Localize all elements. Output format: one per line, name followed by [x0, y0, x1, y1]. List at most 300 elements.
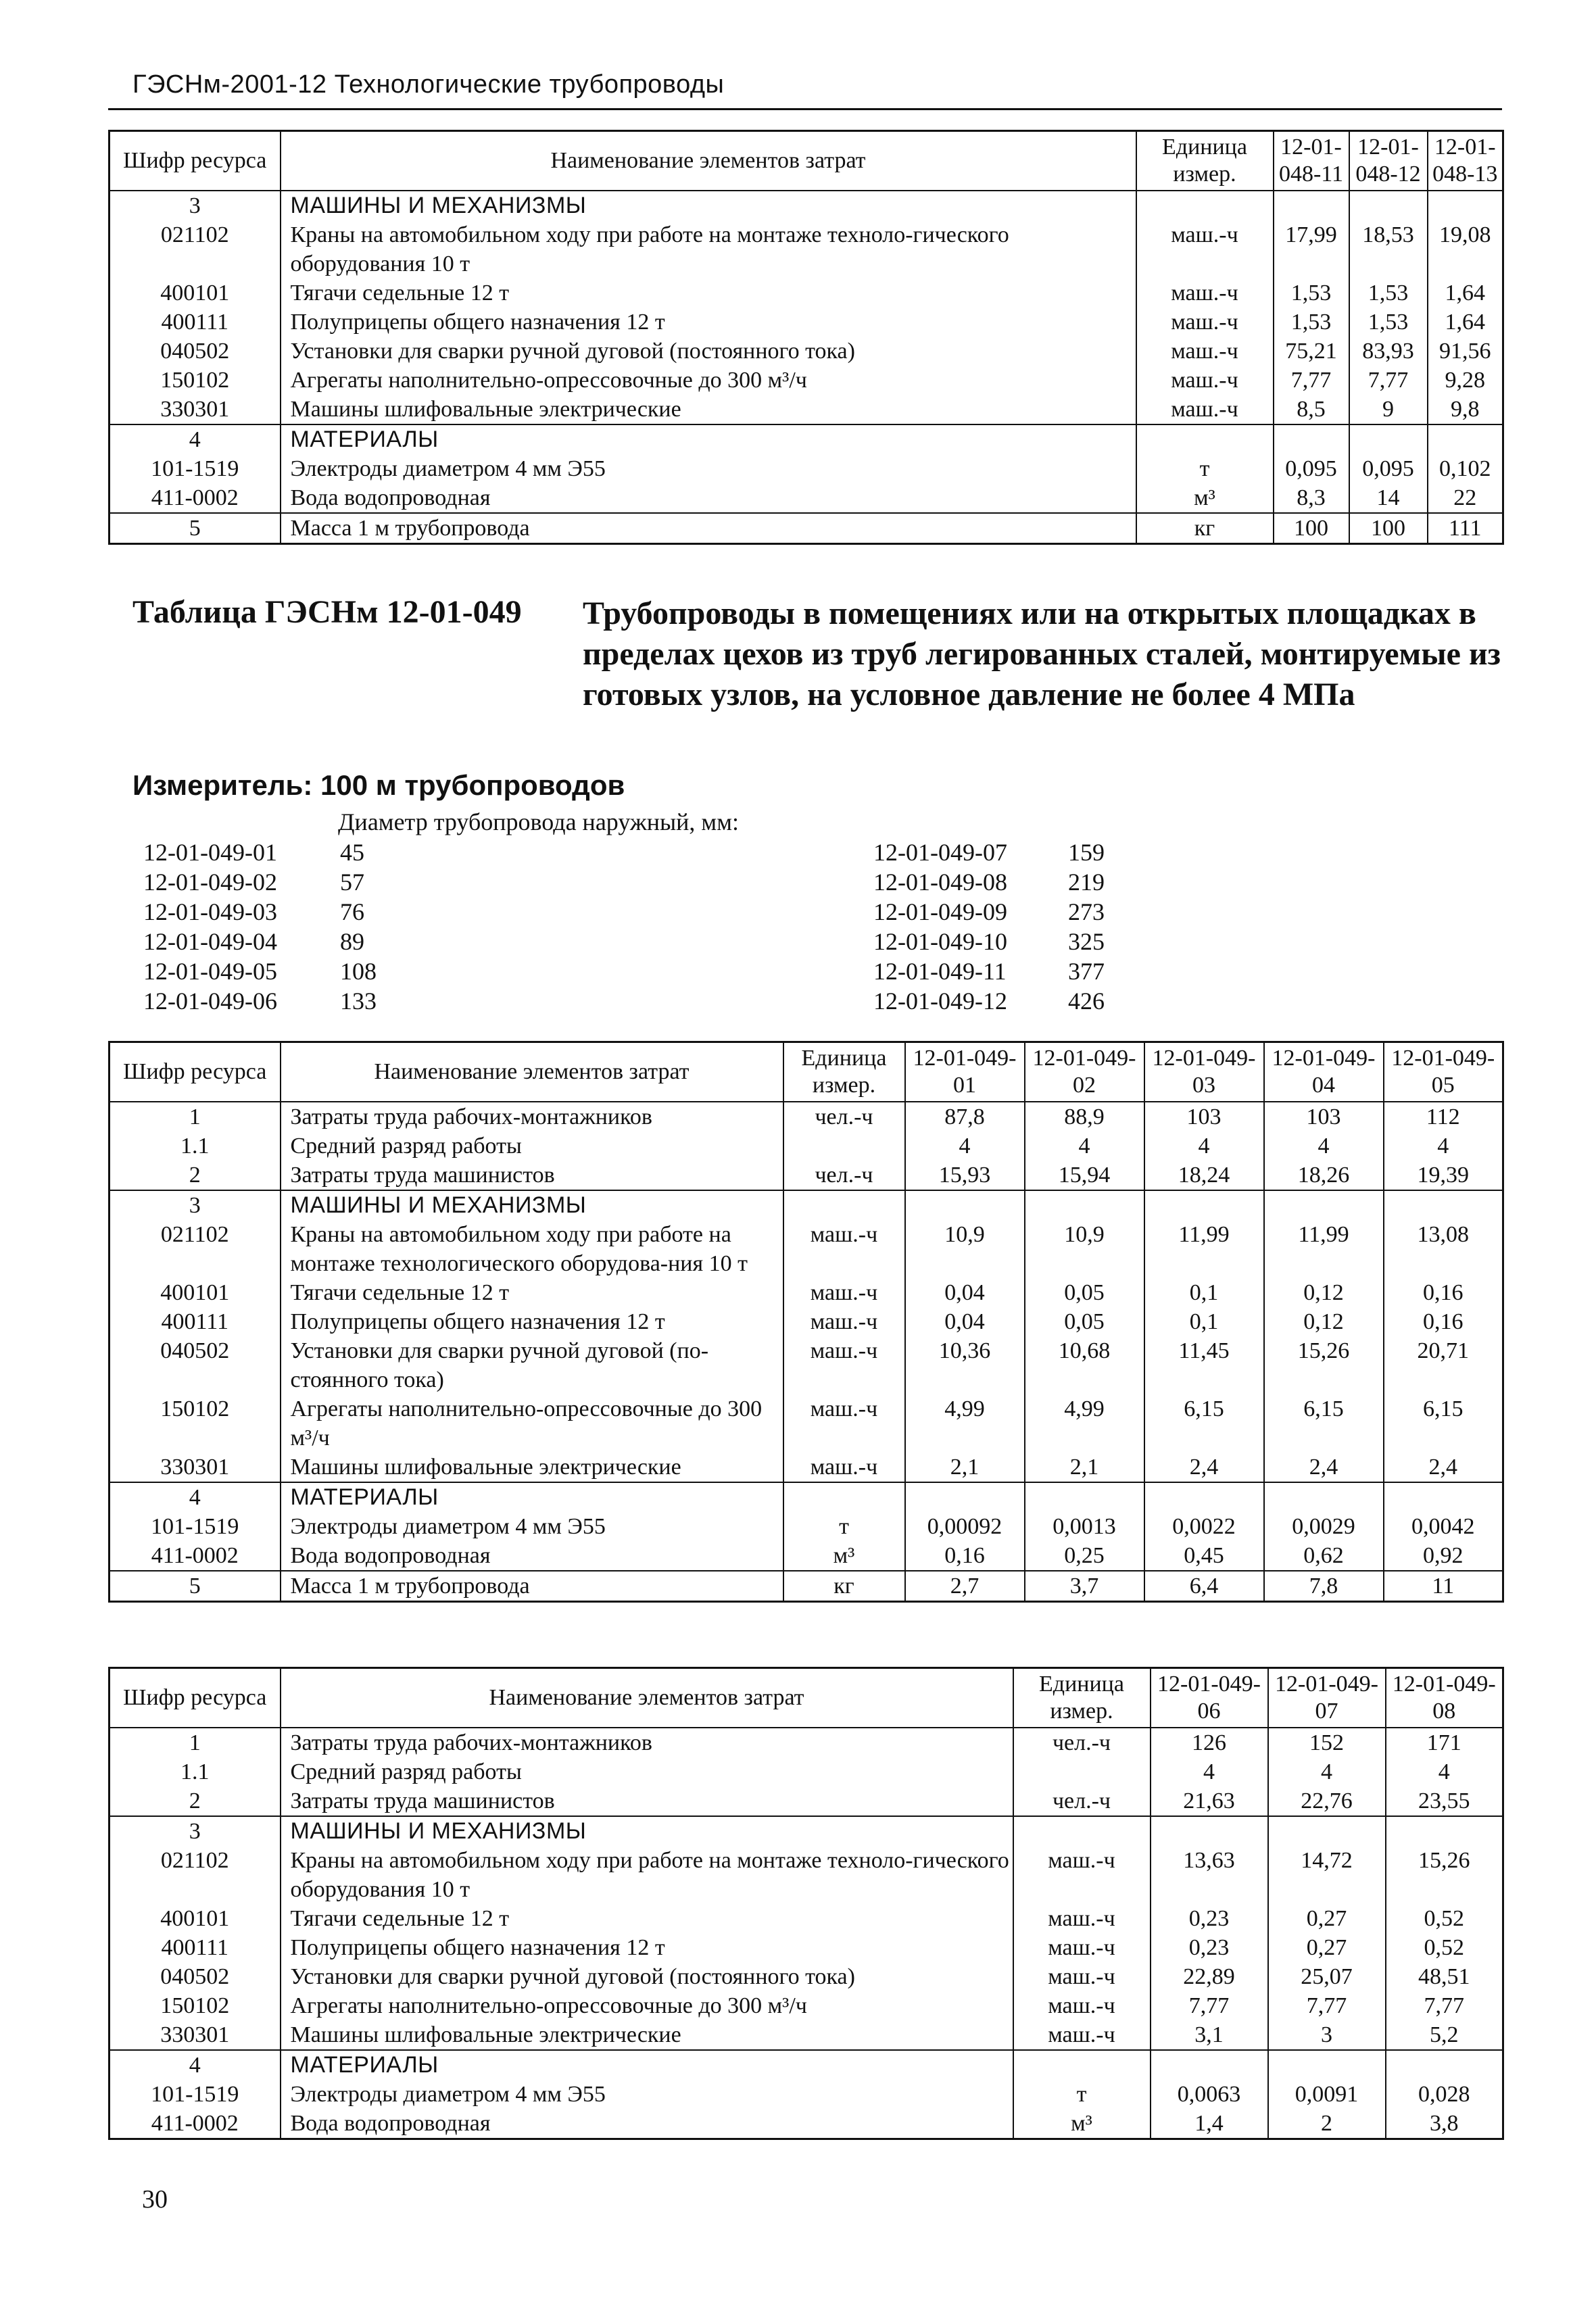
table-row	[110, 2109, 1503, 2139]
diameter-value: 377	[1068, 958, 1105, 985]
resource-code-cell: 400101	[110, 1278, 281, 1307]
resource-code-cell: 330301	[110, 395, 281, 424]
cost-element-name-cell: Полуприцепы общего назначения 12 т	[281, 1933, 1013, 1962]
header-cell: 12-01-049-08	[1386, 1668, 1503, 1728]
value-cell	[905, 1190, 1025, 1220]
unit-cell: чел.-ч	[783, 1161, 905, 1190]
unit-cell: маш.-ч	[1013, 1904, 1151, 1933]
value-cell: 0,12	[1264, 1278, 1384, 1307]
diameter-value: 89	[340, 928, 364, 955]
resource-code-cell: 3	[110, 1816, 281, 1846]
unit-cell	[1013, 2050, 1151, 2080]
unit-cell: маш.-ч	[1013, 2020, 1151, 2050]
value-cell: 11	[1384, 1571, 1503, 1602]
cost-element-name-cell: Машины шлифовальные электрические	[281, 2020, 1013, 2050]
table-row	[110, 1307, 1503, 1336]
value-cell: 6,4	[1144, 1571, 1264, 1602]
unit-cell: м³	[1013, 2109, 1151, 2139]
table-row	[110, 1131, 1503, 1161]
value-cell: 25,07	[1268, 1962, 1386, 1991]
norm-code: 12-01-049-01	[143, 839, 277, 866]
header-cell: 12-01-049-02	[1025, 1042, 1144, 1102]
resource-table-049-part1	[108, 1041, 1504, 1603]
unit-cell: маш.-ч	[1136, 308, 1274, 337]
unit-cell	[1136, 191, 1274, 220]
unit-cell: т	[1136, 454, 1274, 483]
unit-cell: чел.-ч	[1013, 1728, 1151, 1757]
table-row	[110, 1846, 1503, 1904]
value-cell: 75,21	[1274, 337, 1349, 366]
unit-cell: м³	[783, 1541, 905, 1571]
value-cell: 4	[1384, 1131, 1503, 1161]
value-cell: 4	[1144, 1131, 1264, 1161]
value-cell: 0,1	[1144, 1307, 1264, 1336]
table-row	[110, 278, 1503, 308]
unit-cell: маш.-ч	[1136, 278, 1274, 308]
header-cell: 12-01-049-06	[1151, 1668, 1268, 1728]
value-cell: 3	[1268, 2020, 1386, 2050]
value-cell: 9,8	[1428, 395, 1503, 424]
resource-code-cell: 1	[110, 1102, 281, 1131]
cost-element-name-cell: Средний разряд работы	[281, 1131, 783, 1161]
value-cell: 100	[1349, 513, 1428, 544]
resource-code-cell: 150102	[110, 1991, 281, 2020]
cost-element-name-cell: Электроды диаметром 4 мм Э55	[281, 454, 1136, 483]
value-cell: 2	[1268, 2109, 1386, 2139]
value-cell: 0,16	[905, 1541, 1025, 1571]
cost-element-name-cell: Масса 1 м трубопровода	[281, 513, 1136, 544]
value-cell: 3,7	[1025, 1571, 1144, 1602]
header-cell: 12-01-049-04	[1264, 1042, 1384, 1102]
value-cell	[1151, 1816, 1268, 1846]
cost-element-name-cell: Машины шлифовальные электрические	[281, 1453, 783, 1482]
value-cell: 7,77	[1268, 1991, 1386, 2020]
value-cell: 6,15	[1144, 1394, 1264, 1453]
norm-code: 12-01-049-04	[143, 928, 277, 955]
running-title: ГЭСНм-2001-12 Технологические трубопроводы	[132, 70, 725, 99]
value-cell: 4	[1151, 1757, 1268, 1786]
value-cell	[1384, 1482, 1503, 1512]
value-cell: 1,53	[1349, 308, 1428, 337]
unit-cell: кг	[1136, 513, 1274, 544]
resource-code-cell: 021102	[110, 220, 281, 278]
table-row	[110, 1336, 1503, 1394]
value-cell: 15,93	[905, 1161, 1025, 1190]
cost-element-name-cell: Агрегаты наполнительно-опрессовочные до 300 м³/ч	[281, 1991, 1013, 2020]
value-cell	[1025, 1190, 1144, 1220]
value-cell: 0,0063	[1151, 2080, 1268, 2109]
resource-code-cell: 4	[110, 424, 281, 454]
resource-code-cell: 150102	[110, 1394, 281, 1453]
value-cell: 83,93	[1349, 337, 1428, 366]
value-cell: 0,0091	[1268, 2080, 1386, 2109]
cost-element-name-cell: МАТЕРИАЛЫ	[281, 424, 1136, 454]
cost-element-name-cell: МАШИНЫ И МЕХАНИЗМЫ	[281, 1190, 783, 1220]
value-cell: 2,4	[1144, 1453, 1264, 1482]
value-cell: 23,55	[1386, 1786, 1503, 1816]
table-row	[110, 1102, 1503, 1131]
cost-element-name-cell: Тягачи седельные 12 т	[281, 1278, 783, 1307]
unit-cell	[1013, 1757, 1151, 1786]
value-cell: 8,5	[1274, 395, 1349, 424]
value-cell	[1264, 1190, 1384, 1220]
table-row	[110, 2020, 1503, 2050]
table-row	[110, 366, 1503, 395]
header-cell: 12-01-049-03	[1144, 1042, 1264, 1102]
norm-code: 12-01-049-05	[143, 958, 277, 985]
value-cell: 0,0022	[1144, 1512, 1264, 1541]
table-row	[110, 513, 1503, 544]
resource-code-cell: 101-1519	[110, 454, 281, 483]
value-cell: 22,76	[1268, 1786, 1386, 1816]
value-cell: 0,05	[1025, 1307, 1144, 1336]
value-cell: 21,63	[1151, 1786, 1268, 1816]
resource-code-cell: 411-0002	[110, 1541, 281, 1571]
header-cell: Шифр ресурса	[110, 1042, 281, 1102]
value-cell: 7,77	[1274, 366, 1349, 395]
value-cell: 112	[1384, 1102, 1503, 1131]
value-cell: 4	[905, 1131, 1025, 1161]
unit-cell	[783, 1190, 905, 1220]
norm-code: 12-01-049-02	[143, 869, 277, 896]
table-description: Трубопроводы в помещениях или на открытых площадках в пределах цехов из труб легированных сталей, монтируемые из готовых узлов, на условное давление не более 4 МПа	[583, 595, 1501, 712]
header-cell: 12-01-049-01	[905, 1042, 1025, 1102]
value-cell: 2,4	[1384, 1453, 1503, 1482]
value-cell: 48,51	[1386, 1962, 1503, 1991]
value-cell	[1144, 1482, 1264, 1512]
resource-code-cell: 411-0002	[110, 2109, 281, 2139]
section-row	[110, 2050, 1503, 2080]
unit-cell: маш.-ч	[1013, 1991, 1151, 2020]
table-row	[110, 1220, 1503, 1278]
value-cell: 13,63	[1151, 1846, 1268, 1904]
resource-code-cell: 3	[110, 191, 281, 220]
cost-element-name-cell: Вода водопроводная	[281, 2109, 1013, 2139]
value-cell: 3,8	[1386, 2109, 1503, 2139]
value-cell	[1268, 2050, 1386, 2080]
value-cell: 0,92	[1384, 1541, 1503, 1571]
value-cell	[1268, 1816, 1386, 1846]
value-cell: 11,45	[1144, 1336, 1264, 1394]
value-cell	[1386, 1816, 1503, 1846]
value-cell: 5,2	[1386, 2020, 1503, 2050]
value-cell: 17,99	[1274, 220, 1349, 278]
resource-code-cell: 4	[110, 2050, 281, 2080]
value-cell: 4	[1025, 1131, 1144, 1161]
table-row	[110, 454, 1503, 483]
value-cell: 10,9	[1025, 1220, 1144, 1278]
table-row	[110, 1786, 1503, 1816]
value-cell: 13,08	[1384, 1220, 1503, 1278]
unit-cell: т	[1013, 2080, 1151, 2109]
table-row	[110, 1991, 1503, 2020]
cost-element-name-cell: МАТЕРИАЛЫ	[281, 2050, 1013, 2080]
value-cell: 171	[1386, 1728, 1503, 1757]
norm-code: 12-01-049-03	[143, 898, 277, 925]
unit-cell: маш.-ч	[783, 1394, 905, 1453]
cost-element-name-cell: Агрегаты наполнительно-опрессовочные до 300 м³/ч	[281, 1394, 783, 1453]
resource-code-cell: 330301	[110, 1453, 281, 1482]
table-row	[110, 1394, 1503, 1453]
diameter-value: 219	[1068, 869, 1105, 896]
value-cell: 7,8	[1264, 1571, 1384, 1602]
unit-cell: маш.-ч	[783, 1453, 905, 1482]
value-cell: 0,04	[905, 1307, 1025, 1336]
table-row	[110, 483, 1503, 513]
header-cell: Единица измер.	[783, 1042, 905, 1102]
resource-code-cell: 040502	[110, 337, 281, 366]
section-row	[110, 1482, 1503, 1512]
value-cell	[1428, 424, 1503, 454]
unit-cell: маш.-ч	[1013, 1962, 1151, 1991]
table-row	[110, 1904, 1503, 1933]
value-cell: 0,102	[1428, 454, 1503, 483]
value-cell: 18,24	[1144, 1161, 1264, 1190]
unit-cell	[783, 1482, 905, 1512]
diameter-value: 76	[340, 898, 364, 925]
norm-code: 12-01-049-10	[873, 928, 1007, 955]
value-cell: 1,53	[1274, 308, 1349, 337]
cost-element-name-cell: Полуприцепы общего назначения 12 т	[281, 1307, 783, 1336]
section-row	[110, 1816, 1503, 1846]
cost-element-name-cell: Затраты труда рабочих-монтажников	[281, 1728, 1013, 1757]
cost-element-name-cell: Средний разряд работы	[281, 1757, 1013, 1786]
cost-element-name-cell: Электроды диаметром 4 мм Э55	[281, 1512, 783, 1541]
value-cell: 103	[1144, 1102, 1264, 1131]
diameter-value: 45	[340, 839, 364, 866]
value-cell	[1025, 1482, 1144, 1512]
diameter-value: 133	[340, 988, 377, 1015]
value-cell: 0,23	[1151, 1904, 1268, 1933]
header-cell: 12-01-049-05	[1384, 1042, 1503, 1102]
diameter-label: Диаметр трубопровода наружный, мм:	[338, 808, 739, 835]
cost-element-name-cell: Машины шлифовальные электрические	[281, 395, 1136, 424]
resource-table-049-part2	[108, 1667, 1504, 2140]
resource-code-cell: 021102	[110, 1846, 281, 1904]
value-cell: 15,94	[1025, 1161, 1144, 1190]
table-header-row	[110, 1042, 1503, 1102]
resource-code-cell: 400111	[110, 308, 281, 337]
table-row	[110, 1541, 1503, 1571]
header-cell: 12-01-048-12	[1349, 131, 1428, 191]
value-cell	[1144, 1190, 1264, 1220]
value-cell: 0,095	[1274, 454, 1349, 483]
resource-code-cell: 400101	[110, 1904, 281, 1933]
value-cell: 0,0013	[1025, 1512, 1144, 1541]
table-row	[110, 220, 1503, 278]
resource-code-cell: 1	[110, 1728, 281, 1757]
cost-element-name-cell: МАТЕРИАЛЫ	[281, 1482, 783, 1512]
unit-cell: маш.-ч	[1136, 220, 1274, 278]
value-cell: 0,16	[1384, 1278, 1503, 1307]
norm-code: 12-01-049-06	[143, 988, 277, 1015]
value-cell: 0,04	[905, 1278, 1025, 1307]
value-cell: 7,77	[1151, 1991, 1268, 2020]
table-row	[110, 337, 1503, 366]
value-cell: 0,27	[1268, 1904, 1386, 1933]
value-cell: 0,25	[1025, 1541, 1144, 1571]
value-cell: 4,99	[1025, 1394, 1144, 1453]
value-cell	[1386, 2050, 1503, 2080]
value-cell: 100	[1274, 513, 1349, 544]
value-cell: 9	[1349, 395, 1428, 424]
value-cell	[1151, 2050, 1268, 2080]
diameter-value: 159	[1068, 839, 1105, 866]
value-cell: 2,1	[1025, 1453, 1144, 1482]
value-cell: 15,26	[1386, 1846, 1503, 1904]
unit-cell: маш.-ч	[1136, 366, 1274, 395]
resource-code-cell: 5	[110, 513, 281, 544]
header-cell: Единица измер.	[1013, 1668, 1151, 1728]
value-cell: 19,08	[1428, 220, 1503, 278]
header-cell: 12-01-048-11	[1274, 131, 1349, 191]
header-rule	[108, 108, 1502, 110]
value-cell: 0,23	[1151, 1933, 1268, 1962]
value-cell: 1,53	[1349, 278, 1428, 308]
diameter-value: 325	[1068, 928, 1105, 955]
resource-code-cell: 411-0002	[110, 483, 281, 513]
norm-code: 12-01-049-12	[873, 988, 1007, 1015]
resource-table-048	[108, 130, 1504, 545]
value-cell: 126	[1151, 1728, 1268, 1757]
value-cell: 91,56	[1428, 337, 1503, 366]
cost-element-name-cell: Затраты труда машинистов	[281, 1161, 783, 1190]
cost-element-name-cell: Тягачи седельные 12 т	[281, 1904, 1013, 1933]
resource-code-cell: 1.1	[110, 1757, 281, 1786]
table-row	[110, 1728, 1503, 1757]
measurement-unit: Измеритель: 100 м трубопроводов	[132, 769, 625, 801]
table-row	[110, 1278, 1503, 1307]
diameter-value: 273	[1068, 898, 1105, 925]
value-cell: 0,16	[1384, 1307, 1503, 1336]
cost-element-name-cell: Затраты труда рабочих-монтажников	[281, 1102, 783, 1131]
value-cell: 2,7	[905, 1571, 1025, 1602]
cost-element-name-cell: Агрегаты наполнительно-опрессовочные до 300 м³/ч	[281, 366, 1136, 395]
unit-cell: м³	[1136, 483, 1274, 513]
table-label: Таблица ГЭСНм 12-01-049	[132, 594, 522, 630]
value-cell: 103	[1264, 1102, 1384, 1131]
resource-code-cell: 2	[110, 1161, 281, 1190]
header-cell: Шифр ресурса	[110, 1668, 281, 1728]
table-row	[110, 2080, 1503, 2109]
value-cell: 152	[1268, 1728, 1386, 1757]
resource-code-cell: 101-1519	[110, 1512, 281, 1541]
cost-element-name-cell: Краны на автомобильном ходу при работе на монтаже технологического оборудова-ния 10 т	[281, 1220, 783, 1278]
value-cell: 0,05	[1025, 1278, 1144, 1307]
cost-element-name-cell: Тягачи седельные 12 т	[281, 278, 1136, 308]
unit-cell: маш.-ч	[1136, 337, 1274, 366]
value-cell: 4	[1268, 1757, 1386, 1786]
unit-cell: чел.-ч	[783, 1102, 905, 1131]
cost-element-name-cell: Краны на автомобильном ходу при работе на монтаже техноло-гического оборудования 10 т	[281, 220, 1136, 278]
value-cell: 0,52	[1386, 1933, 1503, 1962]
table-row	[110, 1962, 1503, 1991]
diameter-value: 108	[340, 958, 377, 985]
unit-cell: маш.-ч	[783, 1278, 905, 1307]
value-cell: 7,77	[1386, 1991, 1503, 2020]
value-cell: 1,64	[1428, 308, 1503, 337]
value-cell: 0,1	[1144, 1278, 1264, 1307]
cost-element-name-cell: Вода водопроводная	[281, 1541, 783, 1571]
cost-element-name-cell: Полуприцепы общего назначения 12 т	[281, 308, 1136, 337]
value-cell	[1384, 1190, 1503, 1220]
value-cell	[1264, 1482, 1384, 1512]
value-cell: 0,12	[1264, 1307, 1384, 1336]
value-cell: 6,15	[1264, 1394, 1384, 1453]
value-cell: 88,9	[1025, 1102, 1144, 1131]
unit-cell: маш.-ч	[783, 1336, 905, 1394]
value-cell: 0,028	[1386, 2080, 1503, 2109]
header-cell: Наименование элементов затрат	[281, 131, 1136, 191]
value-cell: 4	[1386, 1757, 1503, 1786]
header-cell: Наименование элементов затрат	[281, 1042, 783, 1102]
value-cell: 0,0029	[1264, 1512, 1384, 1541]
norm-code: 12-01-049-09	[873, 898, 1007, 925]
cost-element-name-cell: Вода водопроводная	[281, 483, 1136, 513]
norm-code: 12-01-049-08	[873, 869, 1007, 896]
header-cell: 12-01-048-13	[1428, 131, 1503, 191]
value-cell	[1274, 424, 1349, 454]
unit-cell	[1136, 424, 1274, 454]
value-cell: 20,71	[1384, 1336, 1503, 1394]
resource-code-cell: 400101	[110, 278, 281, 308]
section-row	[110, 1190, 1503, 1220]
value-cell: 2,4	[1264, 1453, 1384, 1482]
cost-element-name-cell: Электроды диаметром 4 мм Э55	[281, 2080, 1013, 2109]
unit-cell	[783, 1131, 905, 1161]
diameter-value: 426	[1068, 988, 1105, 1015]
value-cell: 6,15	[1384, 1394, 1503, 1453]
value-cell: 0,0042	[1384, 1512, 1503, 1541]
unit-cell	[1013, 1816, 1151, 1846]
norm-code: 12-01-049-11	[873, 958, 1007, 985]
value-cell: 87,8	[905, 1102, 1025, 1131]
value-cell: 18,26	[1264, 1161, 1384, 1190]
value-cell: 8,3	[1274, 483, 1349, 513]
table-row	[110, 1757, 1503, 1786]
value-cell: 0,00092	[905, 1512, 1025, 1541]
resource-code-cell: 040502	[110, 1336, 281, 1394]
table-row	[110, 1453, 1503, 1482]
value-cell: 1,53	[1274, 278, 1349, 308]
table-row	[110, 1933, 1503, 1962]
resource-code-cell: 1.1	[110, 1131, 281, 1161]
cost-element-name-cell: Затраты труда машинистов	[281, 1786, 1013, 1816]
table-row	[110, 1571, 1503, 1602]
value-cell: 111	[1428, 513, 1503, 544]
value-cell: 3,1	[1151, 2020, 1268, 2050]
cost-element-name-cell: Установки для сварки ручной дуговой (постоянного тока)	[281, 1962, 1013, 1991]
table-header-row	[110, 131, 1503, 191]
value-cell: 0,52	[1386, 1904, 1503, 1933]
unit-cell: кг	[783, 1571, 905, 1602]
value-cell: 11,99	[1264, 1220, 1384, 1278]
value-cell: 9,28	[1428, 366, 1503, 395]
value-cell: 22,89	[1151, 1962, 1268, 1991]
resource-code-cell: 400111	[110, 1307, 281, 1336]
table-header-row	[110, 1668, 1503, 1728]
unit-cell: чел.-ч	[1013, 1786, 1151, 1816]
value-cell: 14,72	[1268, 1846, 1386, 1904]
resource-code-cell: 5	[110, 1571, 281, 1602]
value-cell: 10,68	[1025, 1336, 1144, 1394]
value-cell: 7,77	[1349, 366, 1428, 395]
page-number: 30	[142, 2185, 168, 2214]
header-cell: 12-01-049-07	[1268, 1668, 1386, 1728]
table-row	[110, 1161, 1503, 1190]
unit-cell: маш.-ч	[1136, 395, 1274, 424]
header-cell: Шифр ресурса	[110, 131, 281, 191]
